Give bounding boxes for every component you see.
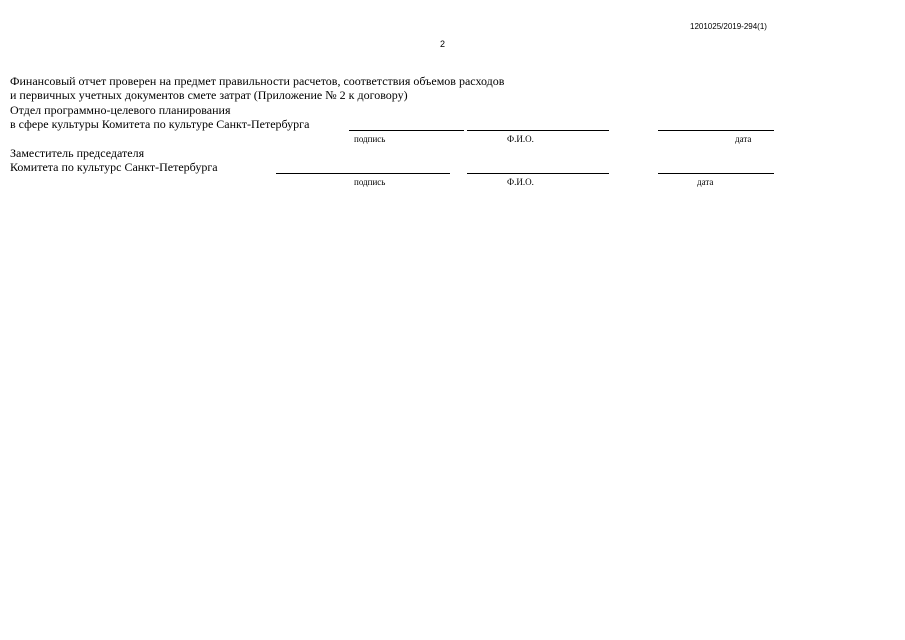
department-signature-line bbox=[349, 130, 464, 131]
verification-line-1: Финансовый отчет проверен на предмет правильности расчетов, соответствия объемов расходов bbox=[10, 74, 505, 88]
department-line-1: Отдел программно-целевого планирования bbox=[10, 103, 231, 117]
page-number: 2 bbox=[440, 39, 446, 49]
department-name-caption: Ф.И.О. bbox=[507, 134, 534, 144]
document-id: 1201025/2019-294(1) bbox=[690, 22, 767, 31]
department-date-caption: дата bbox=[735, 134, 752, 144]
deputy-name-line bbox=[467, 173, 609, 174]
deputy-signature-caption: подпись bbox=[354, 177, 386, 187]
deputy-title-line-1: Заместитель председателя bbox=[10, 146, 145, 160]
verification-line-2: и первичных учетных документов смете затрат (Приложение № 2 к договору) bbox=[10, 88, 408, 102]
deputy-name-caption: Ф.И.О. bbox=[507, 177, 534, 187]
department-date-line bbox=[658, 130, 774, 131]
department-signature-caption: подпись bbox=[354, 134, 386, 144]
deputy-signature-line bbox=[276, 173, 450, 174]
department-name-line bbox=[467, 130, 609, 131]
deputy-date-caption: дата bbox=[697, 177, 714, 187]
deputy-date-line bbox=[658, 173, 774, 174]
deputy-title-line-2: Комитета по культурс Санкт-Петербурга bbox=[10, 160, 218, 174]
department-line-2: в сфере культуры Комитета по культуре Санкт-Петербурга bbox=[10, 117, 310, 131]
